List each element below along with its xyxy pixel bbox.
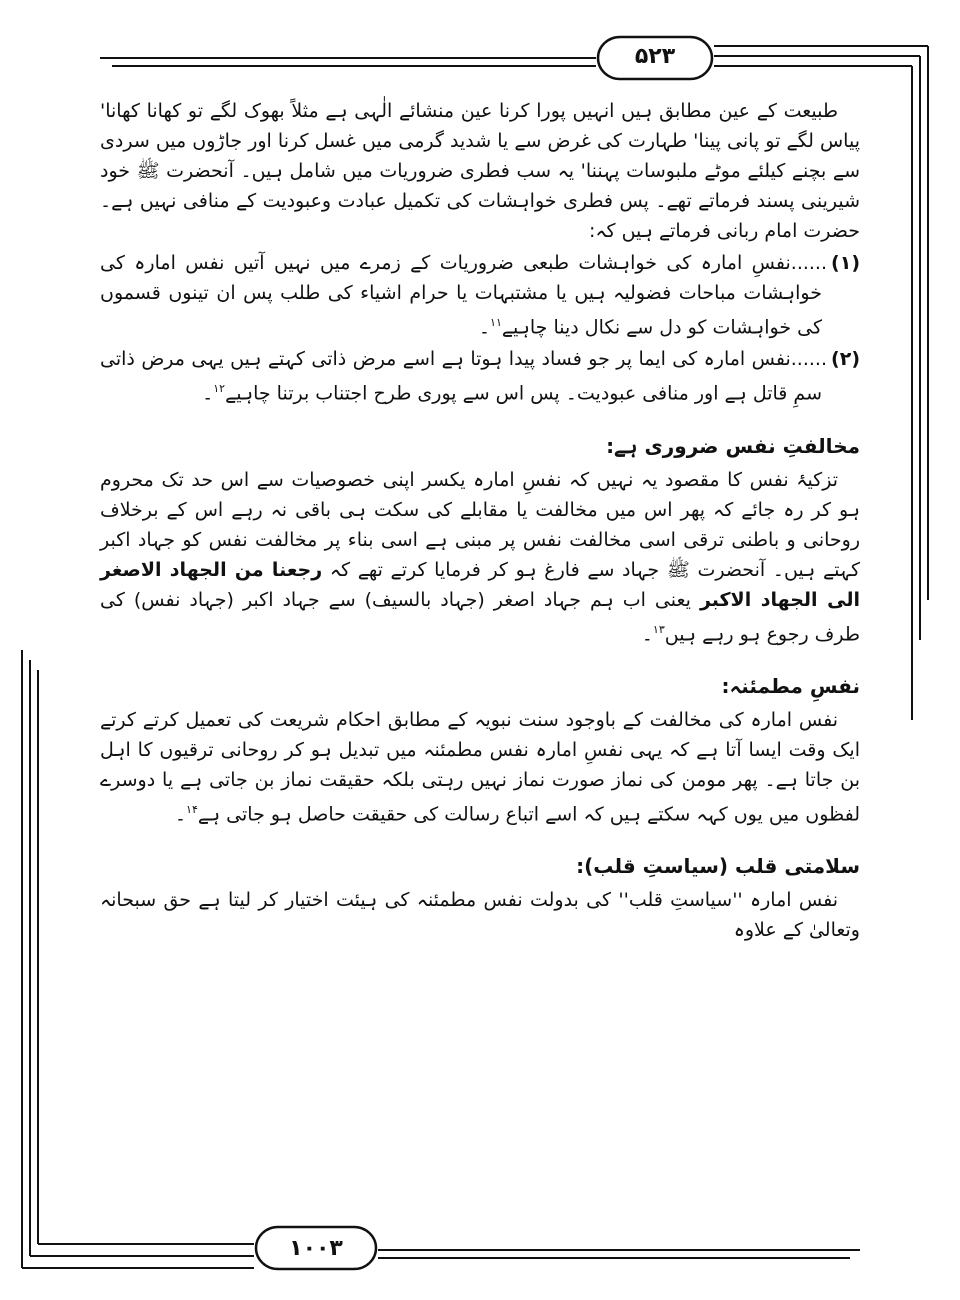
paragraph-text: تزکیۂ نفس کا مقصود یہ نہیں کہ نفسِ امارہ یکسر اپنی خصوصیات سے اس حد تک محروم ہو کر رہ جائے کہ پھر اس میں مخالفت یا مقابلے کی سکت ہی باقی نہ رہے اس کے برخلاف روحانی و باطنی ترقی اسی مخالفت نفس پر مبنی ہے اسی بناء پر مخالفت نفس کو جہاد اکبر کہتے ہیں۔ آنحضرت ﷺ جہاد سے فارغ ہو کر فرمایا کرتے تھے کہ [100,468,860,581]
quote-item-2 [100,344,860,408]
paragraph-opposing-nafs [100,465,860,649]
opening-paragraph: طبیعت کے عین مطابق ہیں انہیں پورا کرنا عین منشائے الٰہی ہے مثلاً بھوک لگے تو کھانا کھانا' پیاس لگے تو پانی پینا' طہارت کی غرض سے یا شدید گرمی میں غسل کرنا اور جاڑوں میں سردی سے بچنے کیلئے موٹے ملبوسات پہننا' یہ سب فطری ضروریات میں شامل ہیں۔ آنحضرت ﷺ خود شیرینی پسند فرماتے تھے۔ پس فطری خواہشات کی تکمیل عبادت وعبودیت کے منافی نہیں ہے۔ حضرت امام ربانی فرماتے ہیں کہ: [100,100,860,242]
paragraph-end: ۔ [641,622,653,645]
item-end: ۔ [478,316,491,339]
footnote-ref: ۱۴ [186,802,198,816]
paragraph-nafs-mutmainna [100,705,860,829]
heading-opposing-nafs: مخالفتِ نفس ضروری ہے: [606,433,860,458]
item-number: (۲) [831,348,860,371]
item-number: (۱) [831,252,860,274]
paragraph-text: نفس امارہ کی مخالفت کے باوجود سنت نبویہ کے مطابق احکام شریعت کی تعمیل کرتے کرتے ایک وقت ایسا آتا ہے کہ یہی نفسِ امارہ نفس مطمئنہ میں تبدیل ہو کر روحانی ترقیوں کا اہل بن جاتا ہے۔ پھر مومن کی نماز صورت نماز نہیں رہتی بلکہ حقیقت نماز بن جاتی ہے یا دوسرے لفظوں میں یوں کہہ سکتے ہیں کہ اسے اتباع رسالت کی حقیقت حاصل ہو جاتی ہے [100,708,860,826]
heading-salamati-qalb: سلامتی قلب (سیاستِ قلب): [576,854,860,879]
footnote-ref: ۱۲ [213,382,226,396]
item-text: ......نفسِ امارہ کی خواہشات طبعی ضروریات کے زمرے میں نہیں آتیں نفس امارہ کی خواہشات مباحات فضولیہ ہیں یا مشتبہات یا حرام اشیاء کی طلب پس ان تینوں قسموں کی خواہشات کو دل سے نکال دینا چاہیے [100,252,828,339]
paragraph-end: ۔ [174,803,187,826]
footnote-ref: ۱۳ [652,622,665,636]
paragraph-text-continued: یعنی اب ہم جہاد اصغر (جہاد بالسیف) سے جہاد اکبر (جہاد نفس) کی طرف رجوع ہو رہے ہیں [100,588,860,645]
footnote-ref: ۱۱ [490,316,502,329]
page-number-top: ۵۲۳ [634,43,676,69]
arabic-quote: رجعنا من الجهاد الاصغر الی الجهاد الاکبر [100,558,860,611]
quote-item-1 [100,248,860,342]
page-number-bottom: ۱۰۰۳ [289,1235,343,1261]
paragraph-salamati-qalb: نفس امارہ ''سیاستِ قلب'' کی بدولت نفس مطمئنہ کی ہیئت اختیار کر لیتا ہے حق سبحانہ وتعالیٰ کے علاوہ [100,889,860,942]
item-end: ۔ [202,382,214,405]
heading-nafs-mutmainna: نفسِ مطمئنہ: [721,673,860,698]
item-text: ......نفس امارہ کی ایما پر جو فساد پیدا ہوتا ہے اسے مرض ذاتی کہتے ہیں یہی مرض ذاتی سمِ قاتل ہے اور منافی عبودیت۔ پس اس سے پوری طرح اجتناب برتنا چاہیے [100,348,828,405]
page-body [100,96,860,945]
